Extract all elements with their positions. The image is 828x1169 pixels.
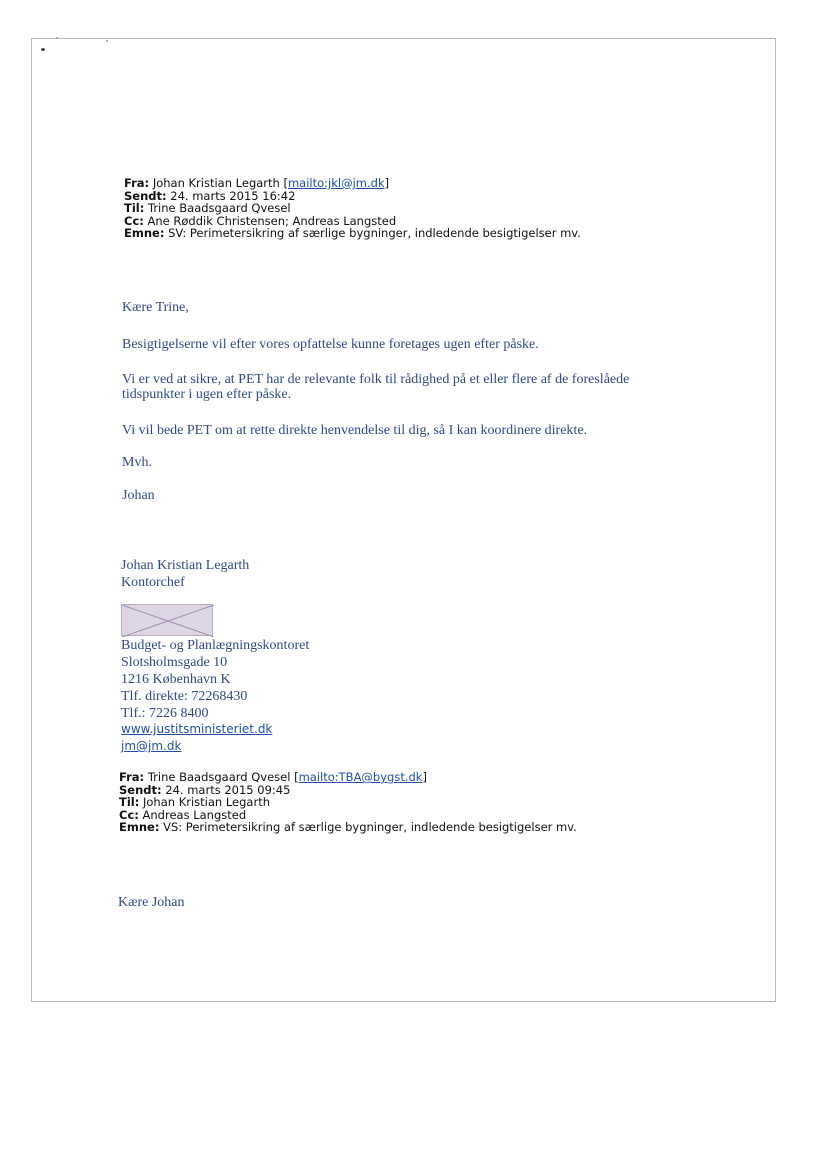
cc-value: Andreas Langsted — [142, 807, 247, 822]
paragraph-2-line-1: Vi er ved at sikre, at PET har de relevante folk til rådighed på et eller flere af de foreslåede — [122, 372, 630, 387]
greeting: Kære Johan — [118, 895, 185, 910]
cc-label: Cc: — [124, 213, 144, 228]
subject-label: Emne: — [124, 226, 165, 241]
greeting: Kære Trine, — [122, 300, 189, 315]
sent-label: Sendt: — [124, 188, 167, 203]
from-name: Trine Baadsgaard Qvesel — [147, 770, 291, 784]
from-row: Fra: Trine Baadsgaard Qvesel [mailto:TBA@bygst.dk] — [119, 770, 427, 784]
signature-name-block — [121, 557, 249, 591]
broken-image-icon — [122, 605, 214, 637]
signature-office: Budget- og Planlægningskontoret — [121, 638, 310, 653]
from-label: Fra: — [124, 176, 150, 190]
paragraph-1: Besigtigelserne vil efter vores opfattelse kunne foretages ugen efter påske. — [122, 337, 539, 352]
from-name: Johan Kristian Legarth — [152, 176, 280, 190]
from-mailto-link[interactable]: mailto:TBA@bygst.dk — [298, 770, 423, 784]
scan-speck — [106, 40, 108, 42]
signature-address-block — [121, 637, 309, 722]
sent-label: Sendt: — [119, 782, 162, 797]
to-label: Til: — [124, 201, 145, 216]
signature-phone: Tlf.: 7226 8400 — [121, 706, 209, 721]
to-value: Johan Kristian Legarth — [142, 795, 270, 810]
subject-value: VS: Perimetersikring af særlige bygninger, indledende besigtigelser mv. — [163, 820, 577, 835]
signature-phone-direct: Tlf. direkte: 72268430 — [121, 689, 248, 704]
website-link[interactable]: www.justitsministeriet.dk — [121, 722, 273, 736]
sender-first-name: Johan — [122, 488, 155, 503]
from-mailto-link[interactable]: mailto:jkl@jm.dk — [287, 176, 385, 190]
closing: Mvh. — [122, 455, 152, 470]
paragraph-2-line-2: tidspunkter i ugen efter påske. — [122, 387, 292, 402]
sent-value: 24. marts 2015 09:45 — [165, 782, 291, 797]
paragraph-3: Vi vil bede PET om at rette direkte henvendelse til dig, så I kan koordinere direkte. — [122, 423, 588, 438]
from-label: Fra: — [119, 770, 145, 784]
subject-row — [119, 821, 577, 834]
signature-city: 1216 København K — [121, 672, 231, 687]
email-link[interactable]: jm@jm.dk — [121, 739, 182, 753]
logo-image-placeholder — [121, 604, 213, 636]
subject-value: SV: Perimetersikring af særlige bygninger, indledende besigtigelser mv. — [168, 226, 581, 241]
email-header-2 — [119, 771, 577, 834]
signature-name: Johan Kristian Legarth — [121, 558, 250, 573]
from-row: Fra: Johan Kristian Legarth [mailto:jkl@jm.dk] — [124, 176, 390, 190]
subject-label: Emne: — [119, 820, 160, 835]
cc-value: Ane Røddik Christensen; Andreas Langsted — [147, 213, 397, 228]
to-value: Trine Baadsgaard Qvesel — [147, 201, 291, 216]
email-header-1 — [124, 177, 581, 240]
sent-value: 24. marts 2015 16:42 — [170, 188, 296, 203]
scan-speck — [56, 37, 58, 39]
subject-row — [124, 227, 581, 240]
signature-title: Kontorchef — [121, 575, 185, 590]
cc-label: Cc: — [119, 807, 139, 822]
signature-street: Slotsholmsgade 10 — [121, 655, 228, 670]
to-label: Til: — [119, 795, 140, 810]
scan-speck — [41, 48, 45, 51]
